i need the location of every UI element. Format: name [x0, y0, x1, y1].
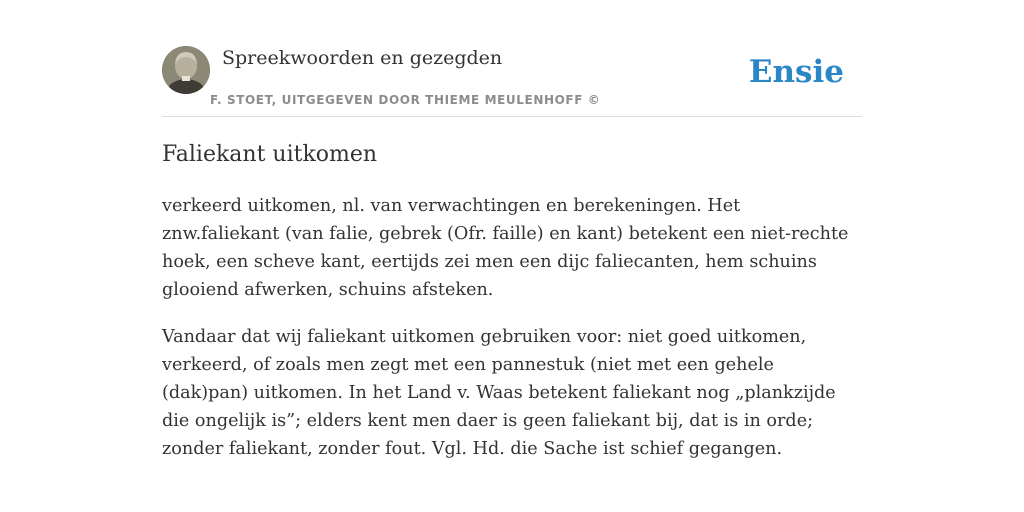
entry-definition: [162, 192, 862, 482]
author-avatar: [162, 46, 210, 94]
portrait-icon: [162, 46, 210, 94]
definition-paragraph: Vandaar dat wij faliekant uitkomen gebruiken voor: niet goed uitkomen, verkeerd, of zoals men zegt met een pannestuk (niet met een gehele (dak)pan) uitkomen. In het Land v. Waas betekent faliekant nog „plankzijde die ongelijk is”; elders kent men daer is geen faliekant bij, dat is in orde; zonder faliekant, zonder fout. Vgl. Hd. die Sache ist schief gegangen.: [162, 327, 836, 459]
source-title[interactable]: Spreekwoorden en gezegden: [222, 47, 503, 69]
source-credit: F. STOET, UITGEGEVEN DOOR THIEME MEULENHOFF ©: [210, 93, 601, 107]
entry-headword: Faliekant uitkomen: [162, 142, 378, 167]
definition-paragraph: verkeerd uitkomen, nl. van verwachtingen en berekeningen. Het znw.faliekant (van falie, gebrek (Ofr. faille) en kant) betekent een niet-rechte hoek, een scheve kant, eertijds zei men een dijc faliecanten, hem schuins glooiend afwerken, schuins afsteken.: [162, 196, 849, 300]
brand-logo[interactable]: Ensie: [748, 54, 844, 90]
source-header: [162, 46, 862, 117]
